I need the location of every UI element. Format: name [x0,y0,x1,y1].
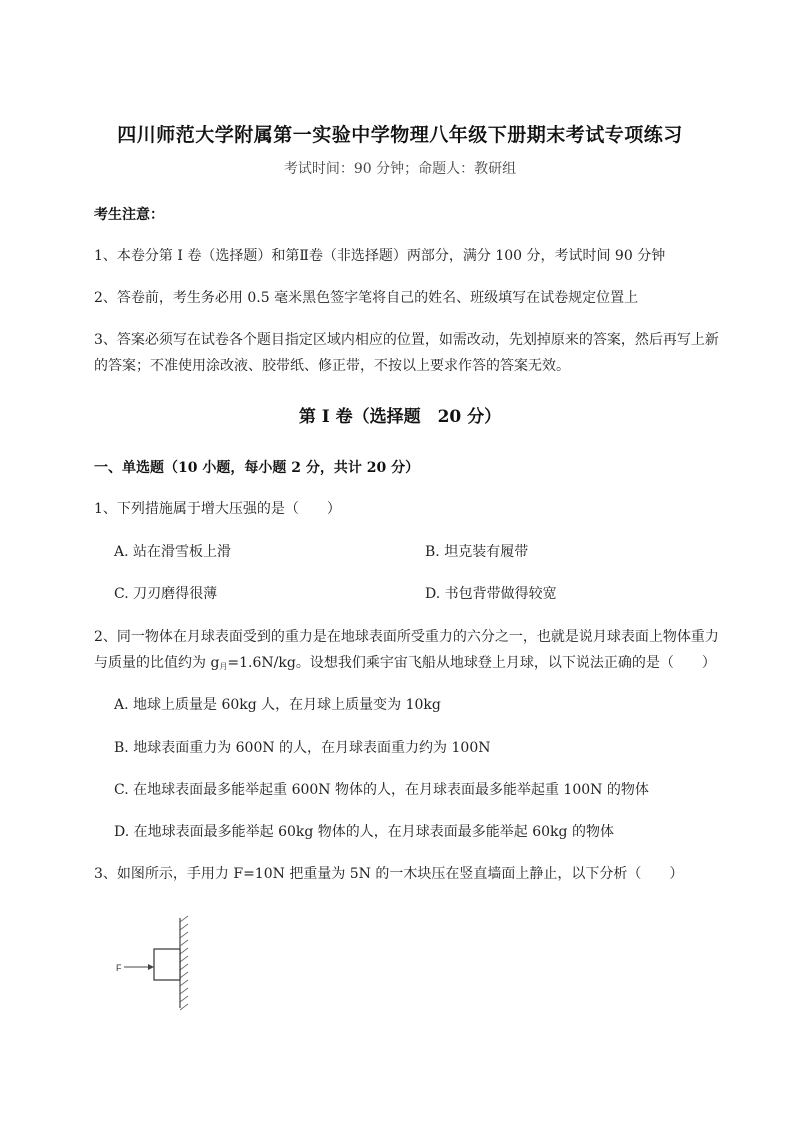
question-2-stem-pre: 与质量的比值约为 g [94,655,220,671]
question-2-option-a: A. 地球上质量是 60kg 人，在月球上质量变为 10kg [114,697,441,713]
notice-item-1: 1、本卷分第 I 卷（选择题）和第Ⅱ卷（非选择题）两部分，满分 100 分，考试时间 90 分钟 [94,248,666,264]
question-1-option-b: B. 坦克装有履带 [425,544,529,560]
question-2-stem-post: =1.6N/kg。设想我们乘宇宙飞船从地球登上月球，以下说法正确的是（ ） [227,655,716,671]
question-3-stem: 3、如图所示，手用力 F=10N 把重量为 5N 的一木块压在竖直墙面上静止，以下分析（ ） [94,866,684,882]
section-title: 第 I 卷（选择题 20 分） [298,407,502,427]
notice-item-3: 3、答案必须写在试卷各个题目指定区域内相应的位置，如需改动，先划掉原来的答案，然后再写上新 [94,332,719,348]
notice-item-3-cont: 的答案；不准使用涂改液、胶带纸、修正带，不按以上要求作答的答案无效。 [94,358,570,374]
question-1-option-a: A. 站在滑雪板上滑 [114,544,232,560]
force-arrow-head [148,964,154,970]
notice-item-2: 2、答卷前，考生务必用 0.5 毫米黑色签字笔将自己的姓名、班级填写在试卷规定位置上 [94,290,639,306]
question-2-stem-line-2 [94,652,716,672]
notice-heading: 考生注意： [94,207,164,223]
exam-subtitle: 考试时间：90 分钟；命题人：教研组 [283,161,517,177]
question-2-option-c: C. 在地球表面最多能举起重 600N 物体的人，在月球表面最多能举起重 100N 的物体 [114,782,649,798]
question-1-stem: 1、下列措施属于增大压强的是（ ） [94,501,341,517]
moon-subscript: 月 [219,662,228,671]
exam-title: 四川师范大学附属第一实验中学物理八年级下册期末考试专项练习 [117,124,683,146]
wall-hatching [180,916,188,1010]
wood-block [154,949,180,980]
question-1-option-d: D. 书包背带做得较宽 [425,586,557,602]
question-2-option-b: B. 地球表面重力为 600N 的人，在月球表面重力约为 100N [114,740,491,756]
wall-block-figure [108,912,208,1022]
question-1-option-c: C. 刀刃磨得很薄 [114,586,218,602]
part-heading: 一、单选题（10 小题，每小题 2 分，共计 20 分） [94,460,420,476]
question-2-stem-line-1: 2、同一物体在月球表面受到的重力是在地球表面所受重力的六分之一，也就是说月球表面上物体重力 [94,629,719,645]
force-label: F [116,963,122,973]
question-2-option-d: D. 在地球表面最多能举起 60kg 物体的人，在月球表面最多能举起 60kg 的物体 [114,824,614,840]
